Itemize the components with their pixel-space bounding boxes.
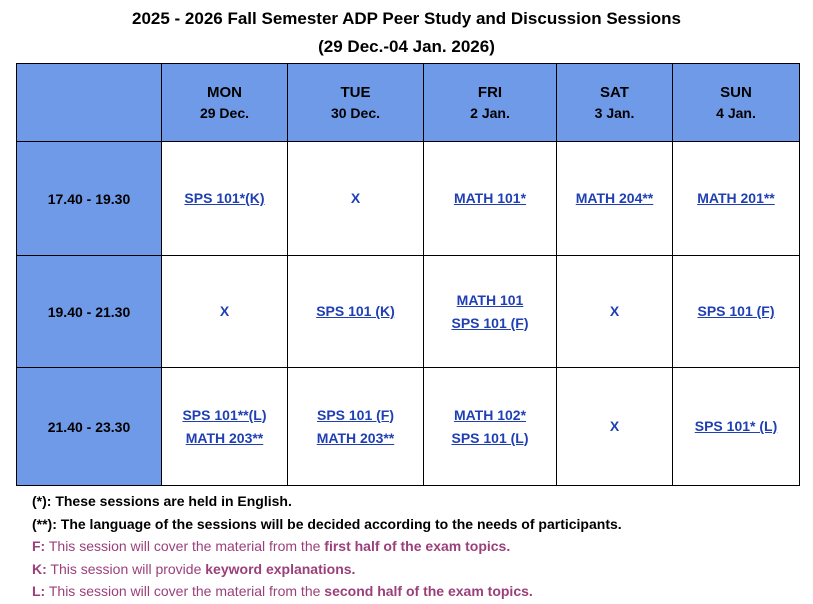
day-header [557, 64, 673, 142]
session-cell [288, 368, 424, 486]
day-header [673, 64, 800, 142]
session-link[interactable]: SPS 101**(L) [182, 406, 267, 423]
session-cell [162, 256, 288, 368]
time-row [17, 256, 800, 368]
day-header [288, 64, 424, 142]
session-cell [162, 368, 288, 486]
page-title: 2025 - 2026 Fall Semester ADP Peer Study and Discussion Sessions [132, 9, 681, 28]
session-link[interactable]: SPS 101 (L) [451, 429, 529, 446]
note-f [32, 535, 622, 558]
session-cell [557, 256, 673, 368]
day-date: 3 Jan. [594, 104, 635, 121]
day-date: 4 Jan. [716, 104, 756, 121]
session-link[interactable]: MATH 203** [316, 429, 395, 446]
note-key: K: [32, 560, 47, 577]
page-subtitle: (29 Dec.-04 Jan. 2026) [318, 37, 495, 56]
time-slot: 17.40 - 19.30 [17, 142, 162, 256]
no-session-mark: X [609, 303, 620, 319]
note-l [32, 580, 622, 603]
header-row [17, 64, 800, 142]
day-date: 29 Dec. [199, 104, 250, 121]
day-date: 2 Jan. [470, 104, 510, 121]
day-name: MON [207, 83, 242, 101]
day-name: TUE [340, 83, 371, 101]
session-link[interactable]: SPS 101 (F) [697, 303, 775, 319]
day-header [162, 64, 288, 142]
session-link[interactable]: SPS 101 (K) [316, 303, 395, 319]
note-language: (**): The language of the sessions will be decided according to the needs of participants. [32, 515, 622, 532]
session-link[interactable]: SPS 101 (F) [451, 314, 529, 331]
session-cell [162, 142, 288, 256]
note-emphasis: keyword explanations. [205, 560, 356, 577]
legend-notes [32, 490, 622, 603]
note-emphasis: second half of the exam topics. [324, 583, 533, 599]
session-cell [424, 256, 557, 368]
time-row [17, 368, 800, 486]
note-k [32, 558, 622, 581]
schedule-table [16, 63, 800, 486]
session-cell [673, 142, 800, 256]
session-link[interactable]: SPS 101 (F) [316, 406, 395, 423]
note-emphasis: first half of the exam topics. [324, 538, 511, 554]
time-slot: 19.40 - 21.30 [17, 256, 162, 368]
corner-cell [17, 64, 162, 142]
time-slot: 21.40 - 23.30 [17, 368, 162, 486]
note-text: This session will cover the material from the [45, 538, 325, 554]
note-key: F: [32, 538, 46, 554]
note-english: (*): These sessions are held in English. [32, 493, 292, 509]
session-link[interactable]: MATH 102* [453, 406, 527, 423]
day-name: FRI [477, 83, 503, 101]
session-cell [424, 368, 557, 486]
session-cell [673, 256, 800, 368]
time-row [17, 142, 800, 256]
session-link[interactable]: MATH 204** [575, 190, 654, 206]
day-header [424, 64, 557, 142]
session-cell [288, 142, 424, 256]
session-link[interactable]: MATH 203** [185, 429, 264, 446]
session-link[interactable]: MATH 201** [697, 190, 775, 206]
session-cell [424, 142, 557, 256]
note-key: L: [32, 583, 46, 599]
session-link[interactable]: MATH 101 [456, 291, 524, 308]
session-link[interactable]: SPS 101*(K) [184, 190, 265, 206]
no-session-mark: X [219, 303, 230, 319]
session-cell [673, 368, 800, 486]
no-session-mark: X [350, 190, 361, 206]
session-link[interactable]: SPS 101* (L) [694, 418, 778, 434]
session-cell [557, 368, 673, 486]
day-name: SAT [600, 83, 629, 101]
session-link[interactable]: MATH 101* [453, 190, 527, 206]
session-cell [288, 256, 424, 368]
session-cell [557, 142, 673, 256]
note-text: This session will cover the material from the [45, 583, 325, 599]
day-name: SUN [720, 83, 752, 101]
no-session-mark: X [609, 418, 620, 434]
note-text: This session will provide [46, 560, 206, 577]
day-date: 30 Dec. [330, 104, 381, 121]
